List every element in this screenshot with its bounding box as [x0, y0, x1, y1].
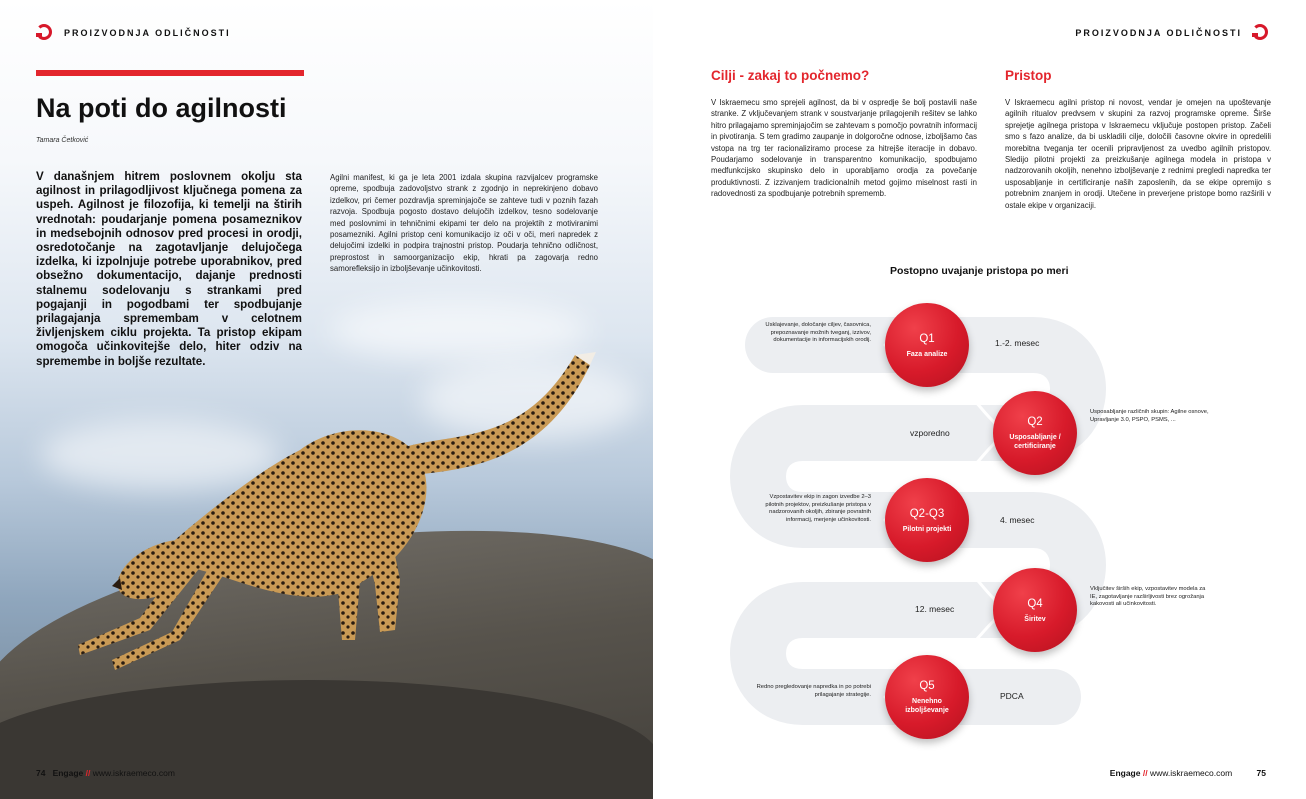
step-code: Q5: [919, 680, 935, 692]
article-author: Tamara Četković: [36, 137, 89, 144]
page-folio-left: [36, 768, 175, 778]
step-name: Nenehno izboljševanje: [905, 698, 949, 714]
intro-paragraph: Agilni manifest, ki ga je leta 2001 izdala skupina razvijalcev programske opreme, spodbuja zadovoljstvo strank z zgodnjo in neprekinjeno dobavo izdelkov, pri čemer pozdravlja spreminjajoče se zahteve tudi v poznih fazah razvoja. Spodbuja pogosto dostavo delujočih izdelkov, tesno sodelovanje med poslovnimi in tehničnimi ekipami ter delo na projektih z motiviranimi posamezniki. Agilni pristop ceni komunikacijo iz oči v oči, meri napredek z delujočimi izdelki in podpira trajnostni pristop. Poudarja tehnično odličnost, preprostost in samoorganizacijo ekip, hkrati pa zagovarja redno samorefleksijo in izboljševanje učinkovitosti.: [330, 173, 598, 274]
website-link[interactable]: www.iskraemeco.com: [1149, 768, 1233, 778]
section-body-approach: V Iskraemecu agilni pristop ni novost, vendar je omejen na upoštevanje agilnih ritualov predvsem v skupini za razvoj programske opreme. Širše sprejetje agilnega pristopa v Iskraemecu vključuje postopen pristop. Začeli smo s fazo analize, da bi uskladili cilje, določili časovne okvire in opredelili morebitna tveganja ter ocenili pripravljenost za uvedbo agilnih pristopov. Sledijo pilotni projekti za preizkušanje agilnega modela in pristopa v nadzorovanih okoljih, nenehno izboljševanje z rednimi pregledi napredka ter usposabljanje in certificiranje naših zaposlenih, da se ekipe opremijo s potrebnim znanjem in orodji. Utečene in preverjene pristope bomo razširili v ostale ekipe v organizaciji.: [1005, 98, 1271, 210]
section-heading-approach: Pristop: [1005, 68, 1052, 83]
page-number: 75: [1256, 768, 1266, 778]
step-code: Q2-Q3: [909, 507, 945, 520]
folio-slash: //: [1142, 768, 1148, 778]
article-title: Na poti do agilnosti: [36, 93, 287, 123]
step-name: Usposabljanje / certificiranje: [1009, 434, 1061, 450]
step-name: Širitev: [1024, 615, 1046, 623]
running-head: PROIZVODNJA ODLIČNOSTI: [1075, 28, 1242, 38]
step-code: Q4: [1027, 597, 1043, 610]
brand-name: Engage: [52, 768, 84, 778]
lead-paragraph: V današnjem hitrem poslovnem okolju sta agilnost in prilagodljivost ključnega pomena za uspeh. Agilnost je filozofija, ki temelji na štirih vrednotah: poudarjanje pomena posameznikov in medsebojnih odnosov pred procesi in orodji, osredotočanje na zagotavljanje delujočega izdelka, ki izpolnjuje potrebe uporabnikov, pred obsežno dokumentacijo, dajanje prednosti stalnemu sodelovanju s strankami pred pogajanji in pogodbami ter spodbujanje prilagajanja spremembam v celotnem življenjskem ciklu projekta. Ta pristop ekipam omogoča učinkovitejše delo, hiter odziv na spremembe in boljše rezultate.: [36, 170, 302, 368]
step-description: Vključitev širših ekip, vzpostavitev modela za IE, zagotavljanje razširljivosti brez ogrožanja kakovosti ali učinkovitosti.: [1090, 586, 1206, 608]
step-timing: 12. mesec: [915, 604, 955, 614]
step-timing: 1.-2. mesec: [995, 338, 1040, 348]
section-heading-goals: Cilji - zakaj to počnemo?: [711, 68, 870, 83]
step-name: Pilotni projekti: [902, 525, 952, 533]
diagram-loop-path: [653, 0, 1306, 799]
step-name: Faza analize: [906, 350, 948, 358]
step-description: Usklajevanje, določanje ciljev, časovnica, prepoznavanje možnih tveganj, izzivov, dokumentacije in informacijskih orodij.: [765, 322, 871, 344]
running-head: PROIZVODNJA ODLIČNOSTI: [64, 28, 231, 38]
step-q5: [885, 655, 969, 739]
step-description: Redno pregledovanje napredka in po potrebi prilagajanje strategije.: [756, 684, 871, 698]
step-description: Usposabljanje različnih skupin: Agilne osnove, Upravljanje 3.0, PSPO, PSMS, ...: [1090, 409, 1209, 423]
step-q1: [885, 303, 969, 387]
right-page: [653, 0, 1306, 799]
page-folio-right: [1110, 768, 1266, 778]
step-q4: [993, 568, 1077, 652]
website-link[interactable]: www.iskraemeco.com: [92, 768, 175, 778]
step-q2: [993, 391, 1077, 475]
iskraemeco-logo-icon: [36, 24, 52, 40]
step-q2-q3: [885, 478, 969, 562]
step-code: Q1: [919, 332, 935, 345]
step-timing: vzporedno: [910, 428, 950, 438]
brand-name: Engage: [1109, 768, 1141, 778]
section-body-goals: V Iskraemecu smo sprejeli agilnost, da bi v ospredje še bolj postavili naše stranke. Z vključevanjem strank v soustvarjanje prilagojenih rešitev se lahko hitro prilagajamo spreminjajočim se zahtevam s pomočjo povratnih informacij in pivotiranja. S tem gradimo zaupanje in dolgoročne odnose, izboljšamo čas vstopa na trg ter racionaliziramo procese za hitrejše iteracije in dobavo. Poudarjamo sodelovanje in transparentno komunikacijo, spodbujamo medfunkcijsko skupinsko delo in uporabljamo orodja za povečanje produktivnosti. Z izzivanjem tradicionalnih metod gojimo miselnost rasti in radovednosti za spodbujanje potrebnih sprememb.: [711, 98, 977, 199]
diagram-title: Postopno uvajanje pristopa po meri: [890, 265, 1069, 277]
title-rule: [36, 70, 304, 76]
step-timing: PDCA: [1000, 691, 1024, 701]
cheetah-photo: [0, 340, 653, 799]
page-number: 74: [36, 768, 46, 778]
step-description: Vzpostavitev ekip in zagon izvedbe 2–3 pilotnih projektov, preizkušanje pristopa v nadzorovanih okoljih, zbiranje povratnih informacij, merjenje učinkovitosti.: [765, 494, 871, 523]
step-timing: 4. mesec: [1000, 515, 1035, 525]
folio-slash: //: [85, 768, 91, 778]
step-code: Q2: [1027, 416, 1043, 428]
